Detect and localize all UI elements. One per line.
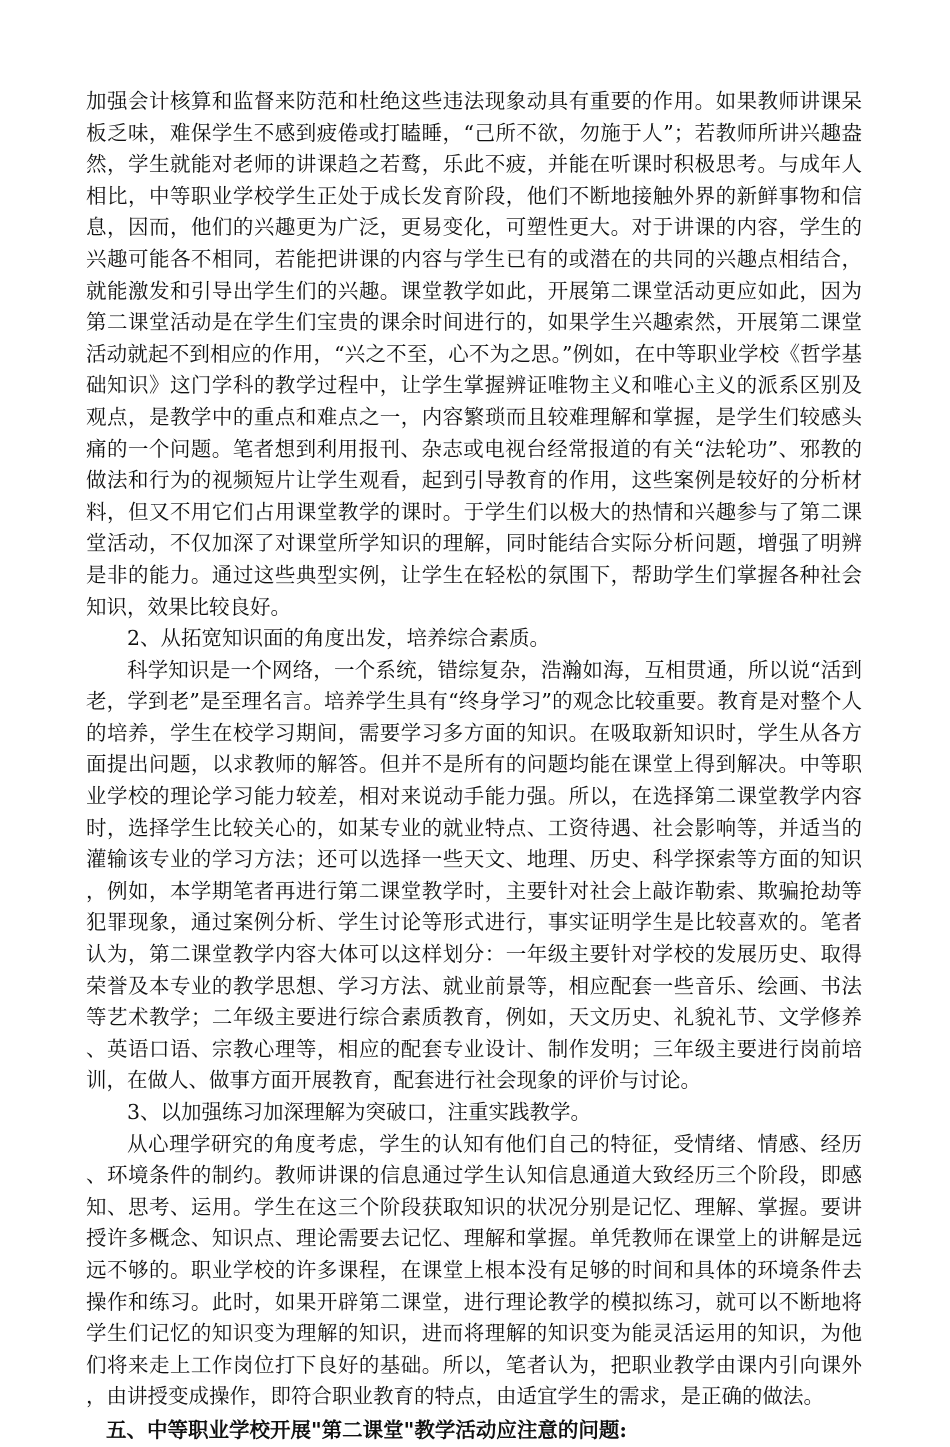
paragraph-interest-motivation: 加强会计核算和监督来防范和杜绝这些违法现象动具有重要的作用。如果教师讲课呆板乏味，难保学生不感到疲倦或打瞌睡，“己所不欲，勿施于人”；若教师所讲兴趣盎然，学生就能对老师的讲课趋之若鹜，乐此不疲，并能在听课时积极思考。与成年人相比，中等职业学校学生正处于成长发育阶段，他们不断地接触外界的新鲜事物和信息，因而，他们的兴趣更为广泛，更易变化，可塑性更大。对于讲课的内容，学生的兴趣可能各不相同，若能把讲课的内容与学生已有的或潜在的共同的兴趣点相结合，就能激发和引导出学生们的兴趣。课堂教学如此，开展第二课堂活动更应如此，因为第二课堂活动是在学生们宝贵的课余时间进行的，如果学生兴趣索然，开展第二课堂活动就起不到相应的作用，“兴之不至，心不为之思。”例如，在中等职业学校《哲学基础知识》这门学科的教学过程中，让学生掌握辨证唯物主义和唯心主义的派系区别及观点，是教学中的重点和难点之一，内容繁琐而且较难理解和掌握，是学生们较感头痛的一个问题。笔者想到利用报刊、杂志或电视台经常报道的有关“法轮功”、邪教的做法和行为的视频短片让学生观看，起到引导教育的作用，这些案例是较好的分析材料，但又不用它们占用课堂教学的课时。于学生们以极大的热情和兴趣参与了第二课堂活动，不仅加深了对课堂所学知识的理解，同时能结合实际分析问题，增强了明辨是非的能力。通过这些典型实例，让学生在轻松的氛围下，帮助学生们掌握各种社会知识，效果比较良好。	[86, 89, 862, 619]
paragraph-psychology-cognition: 从心理学研究的角度考虑，学生的认知有他们自己的特征，受情绪、情感、经历、环境条件的制约。教师讲课的信息通过学生认知信息通道大致经历三个阶段，即感知、思考、运用。学生在这三个阶段获取知识的状况分别是记忆、理解、掌握。要讲授许多概念、知识点、理论需要去记忆、理解和掌握。单凭教师在课堂上的讲解是远远不够的。职业学校的许多课程，在课堂上根本没有足够的时间和具体的环境条件去操作和练习。此时，如果开辟第二课堂，进行理论教学的模拟练习，就可以不断地将学生们记忆的知识变为理解的知识，进而将理解的知识变为能灵活运用的知识，为他们将来走上工作岗位打下良好的基础。所以，笔者认为，把职业教学由课内引向课外，由讲授变成操作，即符合职业教育的特点，由适宜学生的需求，是正确的做法。	[86, 1131, 862, 1409]
subheading-broaden-knowledge: 2、从拓宽知识面的角度出发，培养综合素质。	[127, 626, 551, 651]
paragraph-science-network: 科学知识是一个网络，一个系统，错综复杂，浩瀚如海，互相贯通，所以说“活到老，学到老”是至理名言。培养学生具有“终身学习”的观念比较重要。教育是对整个人的培养，学生在校学习期间，需要学习多方面的知识。在吸取新知识时，学生从各方面提出问题，以求教师的解答。但并不是所有的问题均能在课堂上得到解决。中等职业学校的理论学习能力较差，相对来说动手能力强。所以，在选择第二课堂教学内容时，选择学生比较关心的，如某专业的就业特点、工资待遇、社会影响等，并适当的灌输该专业的学习方法；还可以选择一些天文、地理、历史、科学探索等方面的知识，例如，本学期笔者再进行第二课堂教学时，主要针对社会上敲诈勒索、欺骗抢劫等犯罪现象，通过案例分析、学生讨论等形式进行，事实证明学生是比较喜欢的。笔者认为，第二课堂教学内容大体可以这样划分：一年级主要针对学校的发展历史、取得荣誉及本专业的教学思想、学习方法、就业前景等，相应配套一些音乐、绘画、书法等艺术教学；二年级主要进行综合素质教育，例如，天文历史、礼貌礼节、文学修养、英语口语、宗教心理等，相应的配套专业设计、制作发明；三年级主要进行岗前培训，在做人、做事方面开展教育，配套进行社会现象的评价与讨论。	[86, 657, 862, 1093]
document-page	[86, 86, 862, 1447]
section-heading-five: 五、中等职业学校开展"第二课堂"教学活动应注意的问题:	[106, 1417, 627, 1442]
subheading-practice-teaching: 3、以加强练习加深理解为突破口，注重实践教学。	[127, 1100, 592, 1124]
